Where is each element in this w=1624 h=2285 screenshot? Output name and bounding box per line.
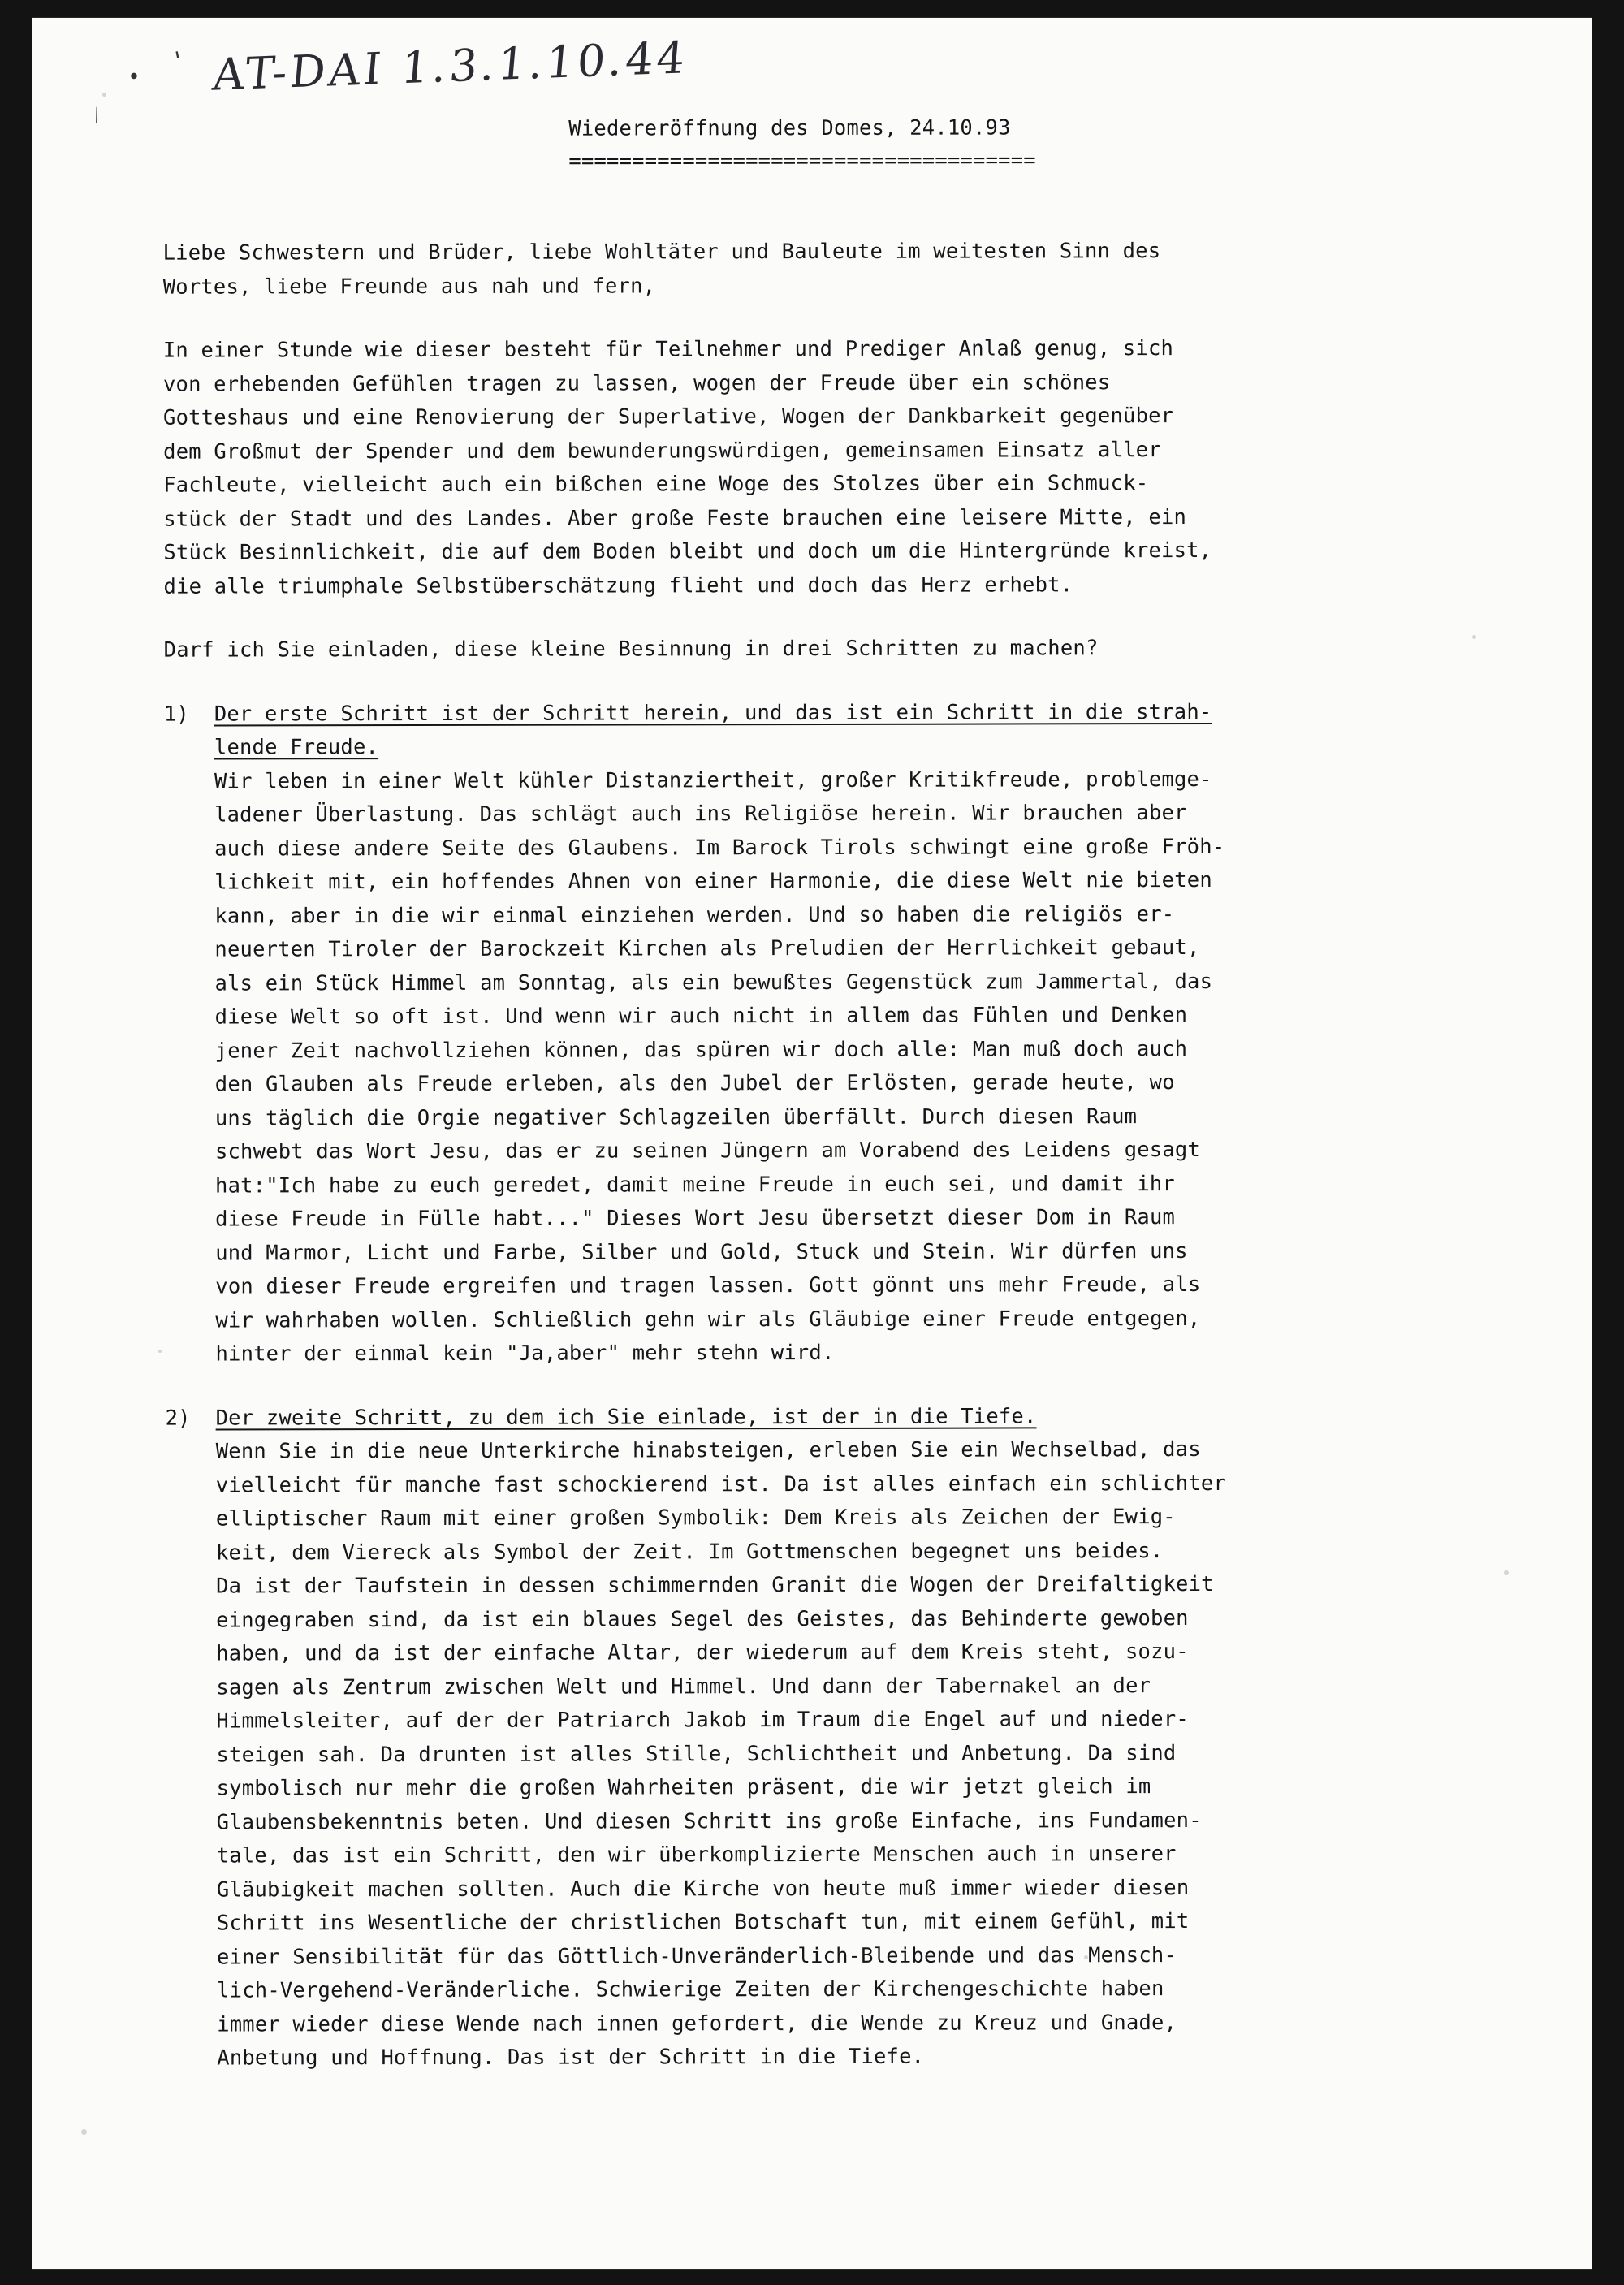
document-page <box>32 18 1592 2269</box>
salutation-paragraph: Liebe Schwestern und Brüder, liebe Wohltäter und Bauleute im weitesten Sinn des Wortes, liebe Freunde aus nah und fern, <box>162 239 1161 300</box>
section-2 <box>166 1399 1548 2076</box>
section-1-heading: Der erste Schritt ist der Schritt herein, und das ist ein Schritt in die strah- lende Freude. <box>214 699 1212 760</box>
section-2-number: 2) <box>165 1406 191 1431</box>
section-1-body: Wir leben in einer Welt kühler Distanziertheit, großer Kritikfreude, problemge- ladener Überlastung. Das schlägt auch ins Religiöse herein. Wir brauchen aber auch diese andere Seite des Glaubens. Im Barock Tirols schwingt eine große Fröh- lichkeit mit, ein hoffendes Ahnen von einer Harmonie, die diese Welt nie bieten kann, aber in die wir einmal einziehen werden. Und so haben die religiös er- neuerten Tiroler der Barockzeit Kirchen als Preludien der Herrlichkeit gebaut, als ein Stück Himmel am Sonntag, als ein bewußtes Gegenstück zum Jammertal, das diese Welt so oft ist. Und wenn wir auch nicht in allem das Fühlen und Denken jener Zeit nachvollziehen können, das spüren wir doch alle: Man muß doch auch den Glauben als Freude erleben, als den Jubel der Erlösten, gerade heute, wo uns täglich die Orgie negativer Schlagzeilen überfällt. Durch diesen Raum schwebt das Wort Jesu, das er zu seinen Jüngern am Vorabend des Leidens gesagt hat:"Ich habe zu euch geredet, damit meine Freude in euch sei, und damit ihr diese Freude in Fülle habt..." Dieses Wort Jesu übersetzt dieser Dom in Raum und Marmor, Licht und Farbe, Silber und Gold, Stuck und Stein. Wir dürfen uns von dieser Freude ergreifen und tragen lassen. Gott gönnt uns mehr Freude, als wir wahrhaben wollen. Schließlich gehn wir als Gläubige einer Freude entgegen, hinter der einmal kein "Ja,aber" mehr stehn wird. <box>214 767 1225 1367</box>
handwriting-tick-icon: ⁄ <box>90 106 104 126</box>
document-body <box>163 234 1548 2106</box>
handwriting-tick-icon: • <box>123 63 145 91</box>
title-underline-rule: ===================================== <box>568 148 1036 174</box>
archival-shelfmark-handwritten: AT-DAI 1.3.1.10.44 <box>210 32 690 101</box>
scan-speck <box>81 2129 87 2135</box>
scan-speck <box>158 1350 162 1353</box>
section-1-number: 1) <box>163 702 189 727</box>
section-2-body: Wenn Sie in die neue Unterkirche hinabsteigen, erleben Sie ein Wechselbad, das vielleicht für manche fast schockierend ist. Da ist alles einfach ein schlichter elliptischer Raum mit einer großen Symbolik: Dem Kreis als Zeichen der Ewig- keit, dem Viereck als Symbol der Zeit. Im Gottmenschen begegnet uns beides. Da ist der Taufstein in dessen schimmernden Granit die Wogen der Dreifaltigkeit eingegraben sind, da ist ein blaues Segel des Geistes, das Behinderte gewoben haben, und da ist der einfache Altar, der wiederum auf dem Kreis steht, sozu- sagen als Zentrum zwischen Welt und Himmel. Und dann der Tabernakel an der Himmelsleiter, auf der der Patriarch Jakob im Traum die Engel auf und nieder- steigen sah. Da drunten ist alles Stille, Schlichtheit und Anbetung. Da sind symbolisch nur mehr die großen Wahrheiten präsent, die wir jetzt gleich im Glaubensbekenntnis beten. Und diesen Schritt ins große Einfache, ins Fundamen- tale, das ist ein Schritt, den wir überkomplizierte Menschen auch in unserer Gläubigkeit machen sollten. Auch die Kirche von heute muß immer wieder diesen Schritt ins Wesentliche der christlichen Botschaft tun, mit einem Gefühl, mit einer Sensibilität für das Göttlich-Unveränderlich-Bleibende und das Mensch- lich-Vergehend-Veränderliche. Schwierige Zeiten der Kirchengeschichte haben immer wieder diese Wende nach innen gefordert, die Wende zu Kreuz und Gnade, Anbetung und Hoffnung. Das ist der Schritt in die Tiefe. <box>215 1436 1227 2071</box>
invitation-paragraph: Darf ich Sie einladen, diese kleine Besinnung in drei Schritten zu machen? <box>163 636 1099 663</box>
handwriting-tick-icon: ' <box>172 46 185 76</box>
scan-speck <box>102 93 106 97</box>
section-1 <box>164 695 1546 1372</box>
document-title: Wiedereröffnung des Domes, 24.10.93 <box>568 115 1011 141</box>
section-2-heading: Der zweite Schritt, zu dem ich Sie einlade, ist der in die Tiefe. <box>215 1403 1037 1431</box>
intro-paragraph: In einer Stunde wie dieser besteht für Teilnehmer und Prediger Anlaß genug, sich von erhebenden Gefühlen tragen zu lassen, wogen der Freude über ein schönes Gotteshaus und eine Renovierung der Superlative, Wogen der Dankbarkeit gegenüber dem Großmut der Spender und dem bewunderungswürdigen, gemeinsamen Einsatz aller Fachleute, vielleicht auch ein bißchen eine Woge des Stolzes über ein Schmuck- stück der Stadt und des Landes. Aber große Feste brauchen eine leisere Mitte, ein Stück Besinnlichkeit, die auf dem Boden bleibt und doch um die Hintergründe kreist, die alle triumphale Selbstüberschätzung flieht und doch das Herz erhebt. <box>162 336 1212 599</box>
